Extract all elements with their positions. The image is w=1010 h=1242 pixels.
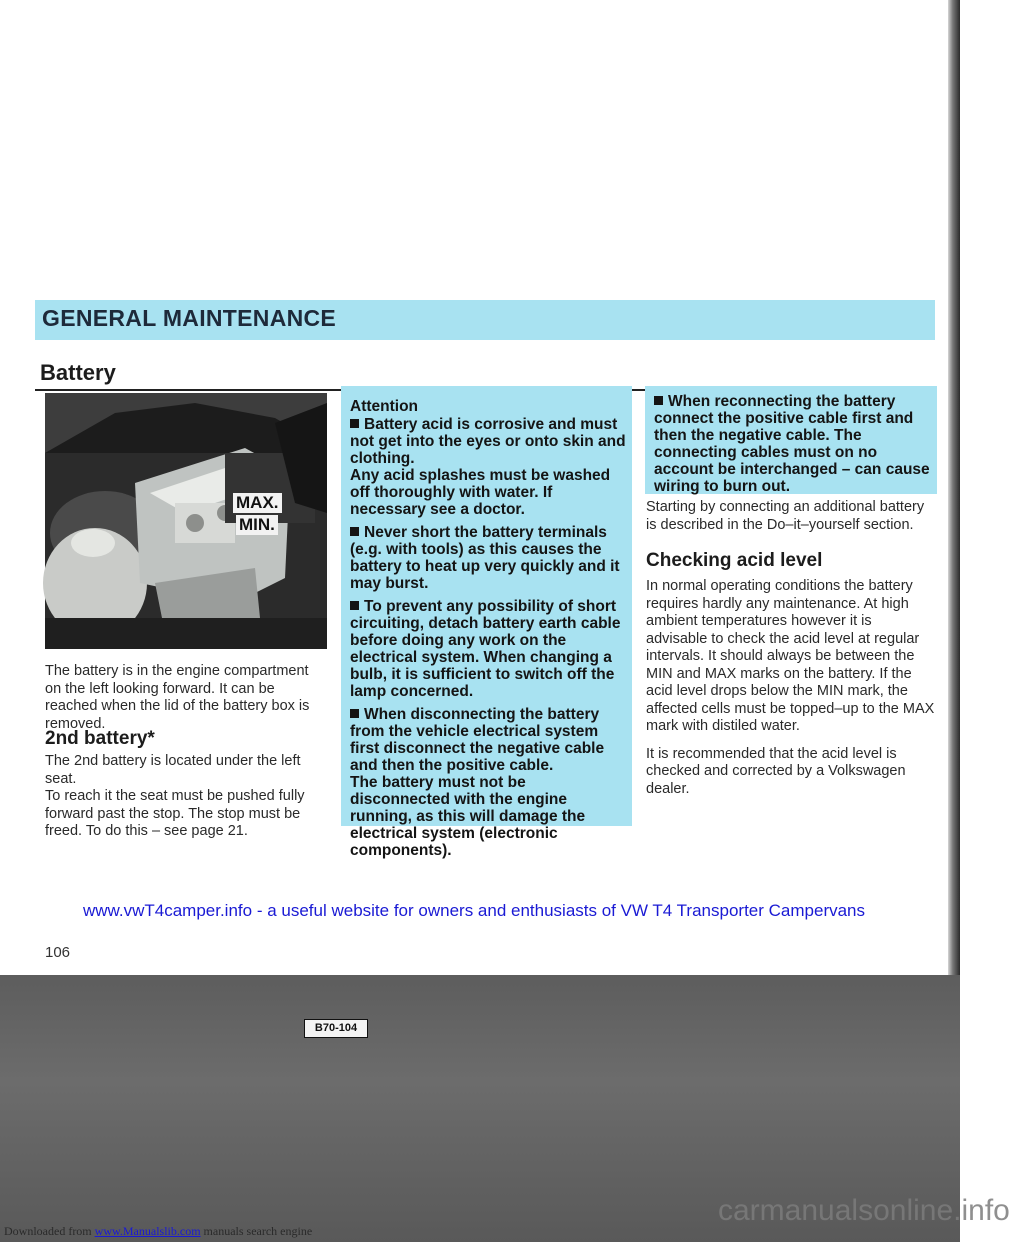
max-label: MAX. [233,493,282,513]
watermark: carmanualsonline.info [718,1194,1010,1227]
reconnect-warning-text [654,393,934,501]
second-battery-text [45,753,327,841]
attention-item-acid: Battery acid is corrosive and must not get into the eyes or onto skin and clothing. [350,416,626,467]
second-battery-location: The 2nd battery is located under the left seat. [45,753,301,787]
bullet-square-icon [350,527,359,536]
bullet-square-icon [350,709,359,718]
attention-item-earth-cable: To prevent any possibility of short circuiting, detach battery earth cable before doing any work on the electrical system. When changing a bulb, it is sufficient to switch off the lamp concerned. [350,598,621,700]
attention-item-reconnect: When reconnecting the battery connect the positive cable first and then the negative cable. The connecting cables must on no account be interchanged – can cause wiring to burn out. [654,393,930,495]
min-label: MIN. [236,515,278,535]
acid-level-heading: Checking acid level [646,550,823,571]
acid-level-text [646,578,936,808]
battery-location-text: The battery is in the engine compartment on the left looking forward. It can be reached when the lid of the battery box is removed. [45,663,310,732]
attention-item-short: Never short the battery terminals (e.g. with tools) as this causes the battery to heat up very quickly and it may burst. [350,524,620,592]
attention-item-acid-splash: Any acid splashes must be washed off thoroughly with water. If necessary see a doctor. [350,467,611,518]
manualslib-link[interactable]: www.Manualslib.com [94,1224,201,1238]
attention-text [350,398,628,865]
second-battery-access: To reach it the seat must be pushed fully forward past the stop. The stop must be freed. To do this – see page 21. [45,788,305,839]
attention-item-engine-running: The battery must not be disconnected with the engine running, as this will damage the electrical system (electronic components). [350,774,586,859]
attention-item-disconnect: When disconnecting the battery from the vehicle electrical system first disconnect the negative cable and then the positive cable. [350,706,605,774]
page-edge-shadow [948,0,960,975]
download-credit [4,1224,312,1239]
attention-title: Attention [350,398,419,415]
bullet-square-icon [350,601,359,610]
figure-code: B70-104 [304,1019,368,1038]
page-number: 106 [45,944,71,961]
engine-compartment-illustration [45,393,327,649]
page-heading: Battery [40,360,116,385]
acid-level-paragraph: In normal operating conditions the battery requires hardly any maintenance. At high ambient temperatures however it is advisable to check the acid level at regular intervals. It should always be between the MIN and MAX marks on the battery. If the acid level drops below the MIN mark, the affected cells must be topped–up to the MAX mark with distiled water. [646,578,935,734]
bullet-square-icon [350,419,359,428]
second-battery-heading: 2nd battery* [45,728,155,749]
download-prefix: Downloaded from [4,1224,92,1238]
dealer-recommendation: It is recommended that the acid level is checked and corrected by a Volkswagen dealer. [646,745,906,797]
bullet-square-icon [654,396,663,405]
download-suffix: manuals search engine [203,1224,313,1238]
section-title: GENERAL MAINTENANCE [42,305,337,331]
website-banner-link[interactable]: www.vwT4camper.info - a useful website for owners and enthusiasts of VW T4 Transporter Campervans [82,901,866,920]
jump-start-text: Starting by connecting an additional battery is described in the Do–it–yourself section. [646,499,925,533]
